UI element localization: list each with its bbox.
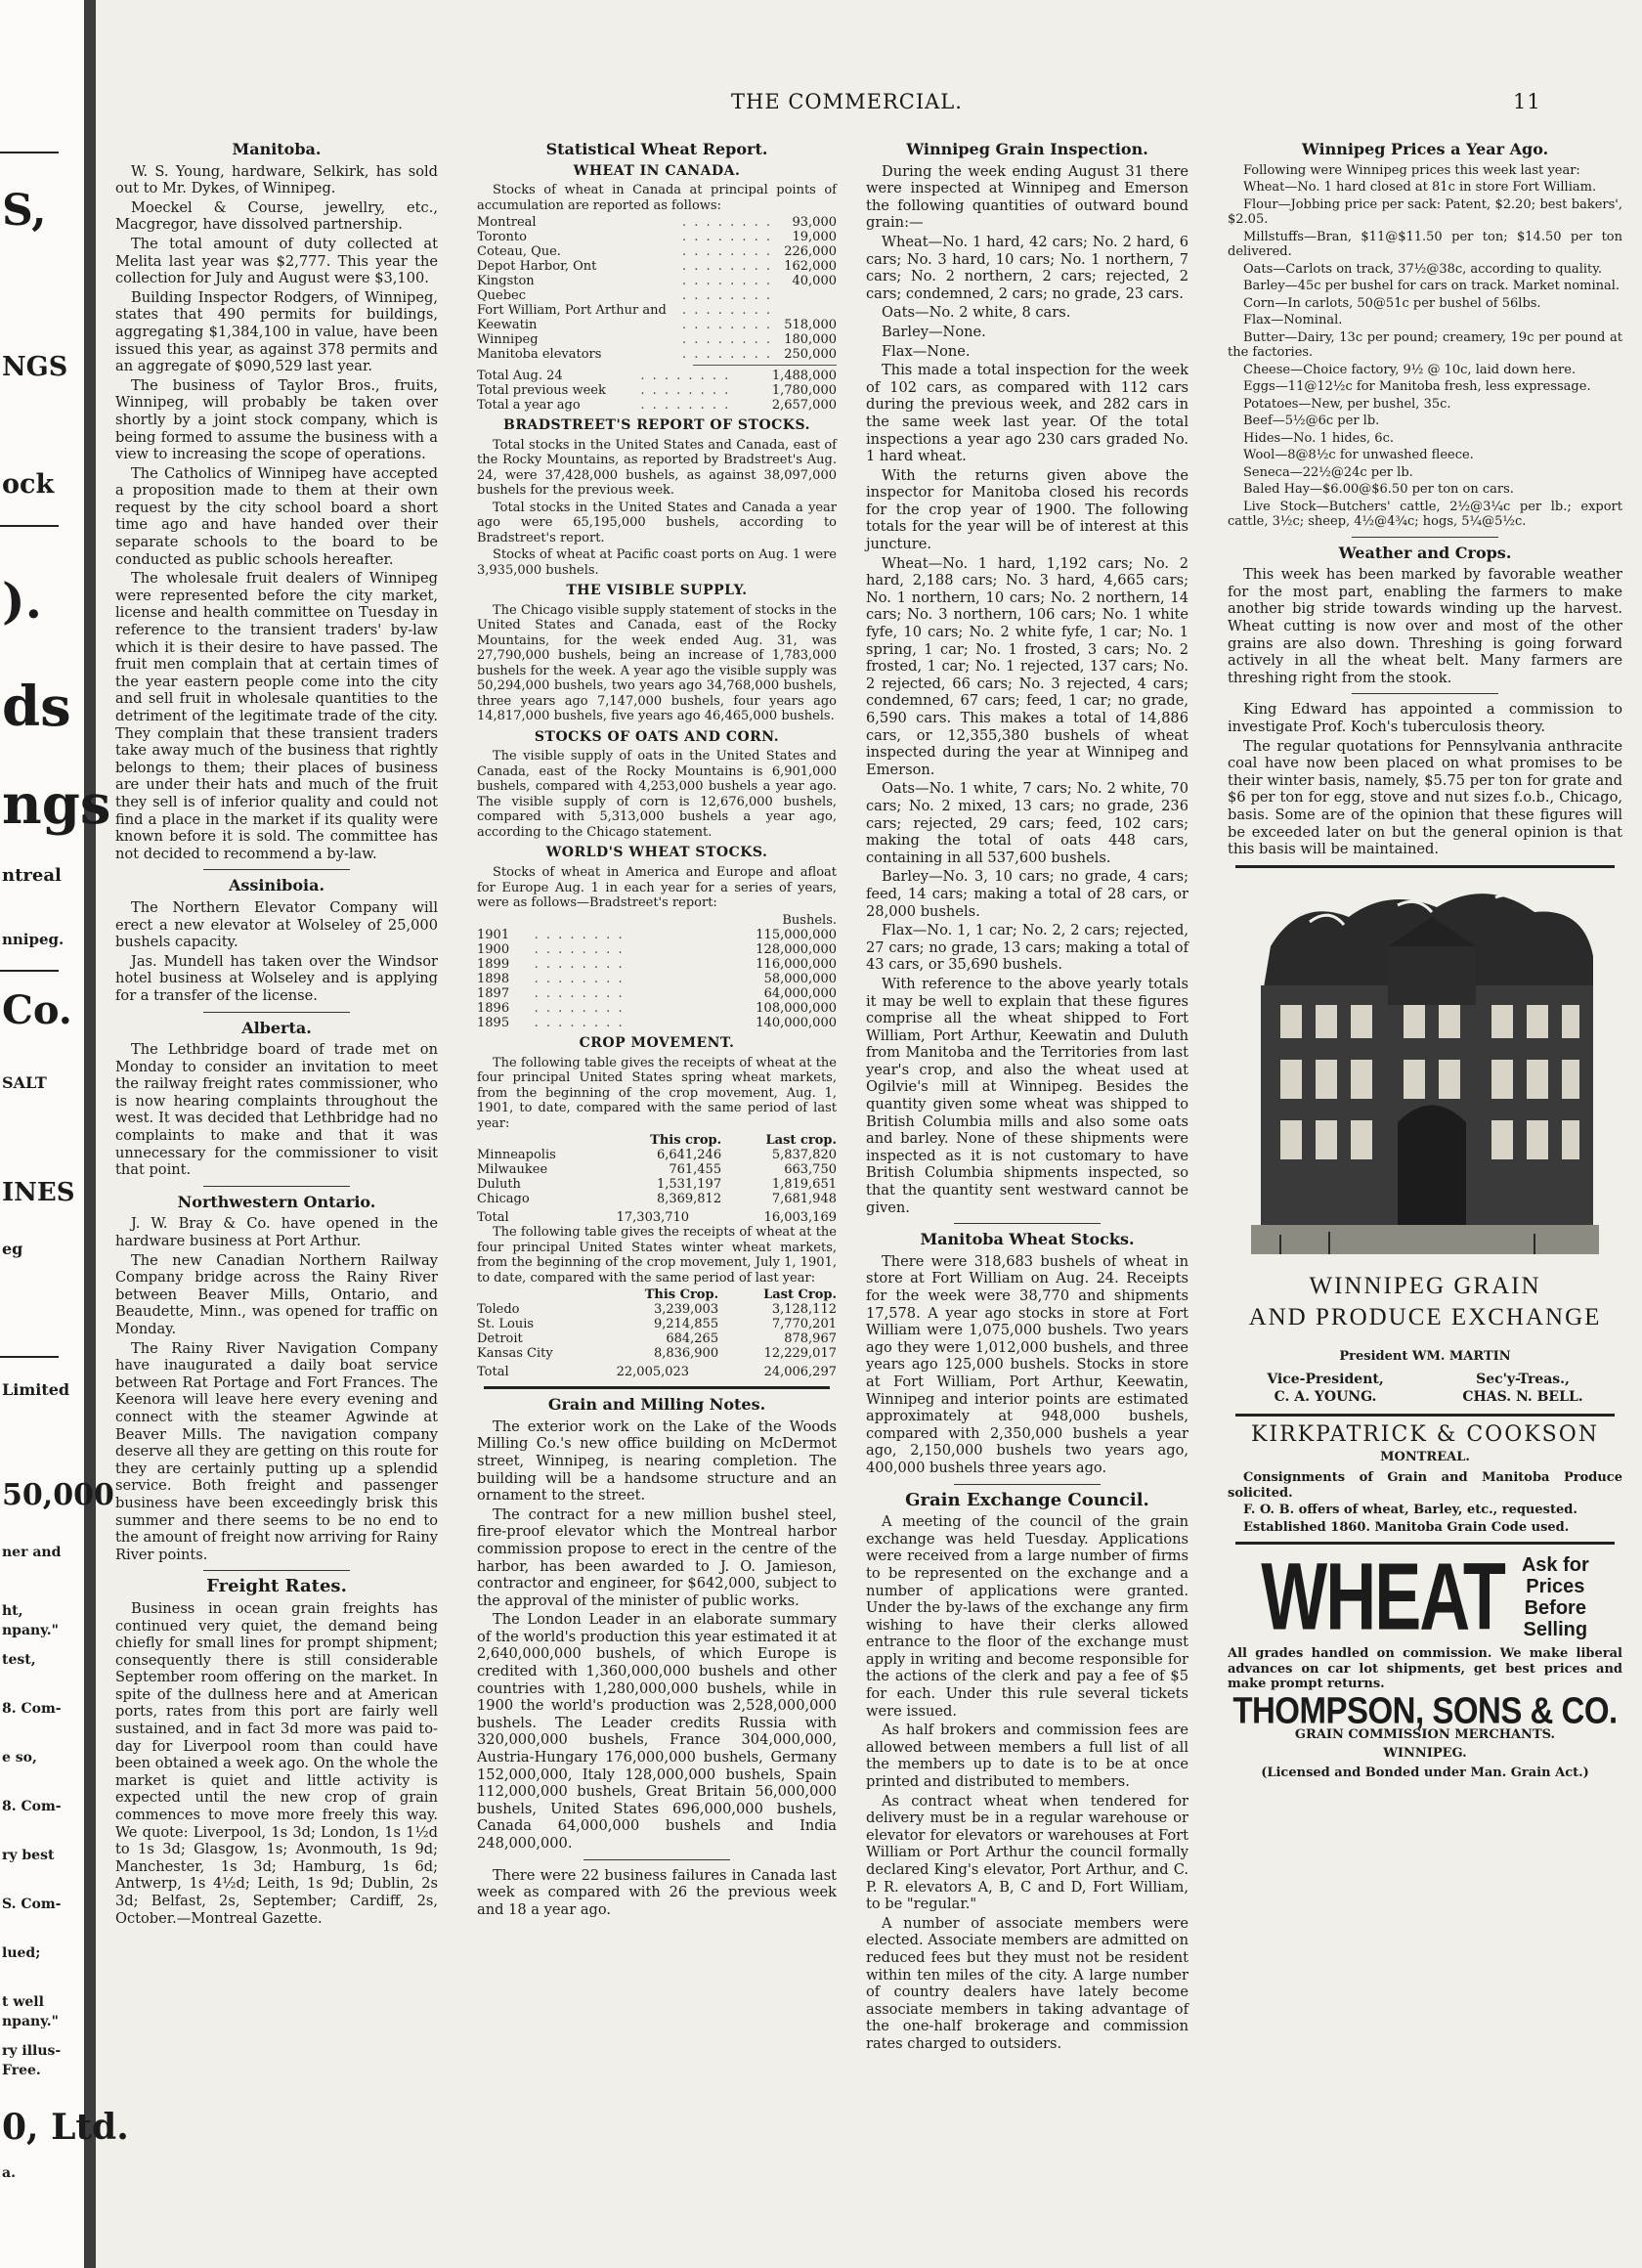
paragraph: The Chicago visible supply statement of stocks in the United States and Canada, east of the Rocky Mountains, for the week ended Aug. 31, was 27,790,000 bushels, being an increase of 1,783,000 bushels for the week. A year ago the visible supply was 50,294,000 bushels, two years ago 34,768,000 bushels, three years ago 7,147,000 bushels, four years ago 14,817,000 bushels, five years ago 46,465,000 bushels. — [477, 602, 837, 724]
kirkpatrick-city: MONTREAL. — [1380, 1449, 1470, 1464]
gutter-rule — [0, 970, 59, 972]
wheat-canada-row: Keewatin . . . . . . . . 518,000 — [477, 318, 837, 333]
section-divider — [203, 1012, 350, 1013]
last-crop-value: 12,229,017 — [763, 1346, 837, 1362]
winter-wheat-row — [477, 1302, 837, 1317]
winter-wheat-row — [477, 1317, 837, 1331]
row-value: 19,000 — [792, 230, 837, 245]
paragraph: Barley—None. — [882, 323, 986, 340]
manitoba-paragraphs — [115, 163, 438, 863]
world-stocks-table — [477, 928, 837, 1030]
council-paragraphs — [866, 1513, 1188, 2052]
row-label: Quebec — [477, 288, 527, 304]
gutter-text-fragment: t well — [2, 1994, 44, 2010]
wheat-canada-total-row: Total a year ago . . . . . . . . 2,657,000 — [477, 398, 837, 414]
subheading-bradstreet: BRADSTREET'S REPORT OF STOCKS. — [503, 417, 810, 434]
this-crop-value: 8,369,812 — [656, 1192, 722, 1207]
world-stocks-row: 1895 . . . . . . . . 140,000,000 — [477, 1016, 837, 1031]
world-stocks-row: 1901 . . . . . . . . 115,000,000 — [477, 928, 837, 943]
ask-line: Before — [1524, 1597, 1586, 1620]
row-label: Toledo — [477, 1302, 520, 1318]
col-head-this-crop: This crop. — [650, 1133, 722, 1149]
gutter-text-fragment: SALT — [2, 1073, 47, 1092]
gutter-text-fragment: S. Com- — [2, 1897, 62, 1912]
section-heading-stocks: Manitoba Wheat Stocks. — [920, 1230, 1135, 1249]
spring-wheat-total — [477, 1210, 837, 1225]
nw-ontario-paragraphs — [115, 1215, 438, 1563]
row-value: 93,000 — [792, 215, 837, 231]
wheat-canada-total-row: Total Aug. 24 . . . . . . . . 1,488,000 — [477, 369, 837, 384]
row-value: 58,000,000 — [763, 972, 837, 987]
subheading-oats: STOCKS OF OATS AND CORN. — [534, 728, 780, 745]
section-heading-alberta: Alberta. — [241, 1018, 312, 1037]
paragraph: The Lethbridge board of trade met on Monday to consider an invitation to meet the railway freight rates commissioner, who is now hearing complaints throughout the west. It was decided that Lethbridge had no complaints to make and that it was unnecessary for the commissioner to visit that point. — [115, 1041, 438, 1179]
exchange-title-line-2: AND PRODUCE EXCHANGE — [1248, 1303, 1602, 1330]
row-label: Toronto — [477, 230, 527, 245]
paragraph: Consignments of Grain and Manitoba Produce solicited. — [1228, 1470, 1622, 1501]
section-heading-manitoba: Manitoba. — [232, 140, 322, 158]
year-ago-prices — [1228, 163, 1622, 530]
gutter-text-fragment: Co. — [2, 987, 72, 1033]
winter-wheat-row — [477, 1331, 837, 1346]
this-crop-value: 3,239,003 — [653, 1302, 719, 1318]
paragraph: Eggs—11@12½c for Manitoba fresh, less expressage. — [1243, 379, 1591, 395]
paragraph: Wheat—No. 1 hard closed at 81c in store Fort William. — [1243, 180, 1597, 196]
row-value: 40,000 — [792, 274, 837, 289]
row-label: St. Louis — [477, 1317, 535, 1332]
wheat-canada-totals — [477, 369, 837, 413]
paragraph: Oats—Carlots on track, 37½@38c, according to quality. — [1243, 261, 1602, 277]
last-crop-value: 3,128,112 — [771, 1302, 837, 1318]
gutter-text-fragment: S, — [2, 186, 47, 236]
gutter-text-fragment: INES — [2, 1178, 75, 1207]
row-value: 2,657,000 — [771, 398, 837, 414]
row-value — [780, 303, 837, 318]
gutter-text-fragment: NGS — [2, 352, 68, 382]
gutter-text-fragment: a. — [2, 2165, 16, 2181]
gutter-text-fragment: 0, Ltd. — [2, 2107, 129, 2148]
winter-wheat-table — [477, 1287, 837, 1361]
thompson-body: All grades handled on commission. We make liberal advances on car lot shipments, get best prices and make prompt returns. — [1228, 1646, 1622, 1692]
gutter-text-fragment: npany." — [2, 1623, 59, 1638]
gutter-rule — [0, 152, 59, 153]
exchange-officers — [1228, 1372, 1622, 1406]
paragraph: As half brokers and commission fees are allowed between members a full list of all the members up to date is to be at once printed and distributed to members. — [866, 1722, 1188, 1791]
kirkpatrick-name: KIRKPATRICK & COOKSON — [1250, 1422, 1600, 1448]
row-label: Detroit — [477, 1331, 523, 1347]
row-value: 128,000,000 — [756, 942, 837, 958]
wheat-canada-row: Depot Harbor, Ont . . . . . . . . 162,000 — [477, 259, 837, 275]
row-label: Fort William, Port Arthur and — [477, 303, 667, 319]
section-divider — [203, 1570, 350, 1571]
paragraph: Beef—5½@6c per lb. — [1243, 414, 1380, 429]
paragraph: A meeting of the council of the grain exchange was held Tuesday. Applications were received from a large number of firms to be represented on the exchange and a number of applications were granted. Under the by-laws of the exchange any firm wishing to have their clerks allowed entrance to the floor of the exchange must apply in writing and become responsible for the actions of the clerk and pay a fee of $5 for each. Under this rule several tickets were issued. — [866, 1513, 1188, 1720]
col-head-last-crop: Last Crop. — [763, 1287, 837, 1303]
section-divider — [1352, 537, 1498, 538]
paragraph: Oats—No. 1 white, 7 cars; No. 2 white, 70 cars; No. 2 mixed, 13 cars; no grade, 236 cars; rejected, 29 cars; feed, 102 cars; making the total of oats 448 cars, containing in all 537,600 bushels. — [866, 780, 1188, 866]
row-label: Depot Harbor, Ont — [477, 259, 597, 275]
winter-wheat-row — [477, 1346, 837, 1361]
gutter-text-fragment: ). — [2, 572, 43, 630]
row-label: 1901 — [477, 928, 510, 943]
spring-wheat-row — [477, 1162, 837, 1177]
exchange-title-line-1: WINNIPEG GRAIN — [1309, 1272, 1541, 1299]
this-crop-value: 8,836,900 — [653, 1346, 719, 1362]
last-crop-value: 1,819,651 — [771, 1177, 837, 1193]
this-crop-value: 1,531,197 — [656, 1177, 722, 1193]
vice-president-name: C. A. YOUNG. — [1274, 1388, 1377, 1405]
section-heading-year-ago: Winnipeg Prices a Year Ago. — [1301, 140, 1549, 158]
last-crop-value: 24,006,297 — [763, 1365, 837, 1380]
anthracite-note: The regular quotations for Pennsylvania anthracite coal have now been placed on what promises to be their winter basis, namely, $5.75 per ton for grate and $6 per ton for egg, stove and nut sizes f.o.b., Chicago, basis. Some are of the opinion that these figures will be exceeded later on but the general opinion is that this basis will be maintained. — [1228, 737, 1622, 858]
milling-paragraphs — [477, 1418, 837, 1853]
paragraph: Total stocks in the United States and Canada, east of the Rocky Mountains, as reported by Bradstreet's Aug. 24, were 37,428,000 bushels, as against 38,097,000 bushels for the previous week. — [477, 437, 837, 499]
world-stocks-row: 1898 . . . . . . . . 58,000,000 — [477, 972, 837, 987]
row-value: 226,000 — [784, 244, 837, 260]
wheat-canada-row: Manitoba elevators . . . . . . . . 250,000 — [477, 347, 837, 363]
row-value — [780, 288, 837, 303]
wheat-canada-intro: Stocks of wheat in Canada at principal points of accumulation are reported as follows: — [477, 183, 837, 213]
paragraph: Live Stock—Butchers' cattle, 2½@3¼c per lb.; export cattle, 3½c; sheep, 4½@4¾c; hogs, 5¼@5½c. — [1228, 499, 1622, 530]
wheat-canada-row: Kingston . . . . . . . . 40,000 — [477, 274, 837, 289]
spring-wheat-table — [477, 1133, 837, 1206]
row-label: Duluth — [477, 1177, 521, 1193]
paragraph: Millstuffs—Bran, $11@$11.50 per ton; $14.50 per ton delivered. — [1228, 229, 1622, 260]
section-heading-freight: Freight Rates. — [206, 1576, 347, 1597]
gutter-text-fragment: ds — [2, 675, 71, 739]
assiniboia-paragraphs — [115, 899, 438, 1005]
paragraph: Barley—No. 3, 10 cars; no grade, 4 cars; feed, 14 cars; making a total of 28 cars, or 28,000 bushels. — [866, 868, 1188, 920]
paragraph: During the week ending August 31 there were inspected at Winnipeg and Emerson the following quantities of outward bound grain:— — [866, 162, 1188, 232]
paragraph: Corn—In carlots, 50@51c per bushel of 56lbs. — [1243, 295, 1541, 311]
paragraph: Flax—None. — [882, 342, 971, 360]
spring-wheat-row — [477, 1148, 837, 1162]
paragraph: The contract for a new million bushel steel, fire-proof elevator which the Montreal harbor commission propose to erect in the centre of the harbor, has been awarded to J. O. Jamieson, contractor and engineer, for $642,000, subject to the approval of the minister of public works. — [477, 1505, 837, 1609]
this-crop-value: 9,214,855 — [653, 1317, 719, 1332]
oats-paragraphs — [477, 749, 837, 840]
this-crop-value: 6,641,246 — [656, 1148, 722, 1163]
section-divider — [583, 1859, 730, 1860]
exchange-president: President WM. MARTIN — [1339, 1348, 1511, 1364]
ask-line: Ask for — [1521, 1554, 1589, 1577]
paragraph: There were 318,683 bushels of wheat in store at Fort William on Aug. 24. Receipts for the week were 38,770 and shipments 17,578. A year ago stocks in store at Fort William were 1,075,000 bushels. Two years ago they were 1,012,000 bushels, and three years ago 125,000 bushels. Stocks in store at Fort William, Port Arthur, Keewatin, Winnipeg and interior points are estimated approximately at 948,000 bushels, compared with 2,350,000 bushels a year ago, 2,150,000 bushels two years ago, 400,000 bushels three years ago. — [866, 1252, 1188, 1476]
paragraph: Total stocks in the United States and Canada a year ago were 65,195,000 bushels, according to Bradstreet's report. — [477, 500, 837, 545]
thompson-name: THOMPSON, SONS & CO. — [1232, 1689, 1618, 1731]
ask-line: Selling — [1523, 1619, 1588, 1641]
this-crop-value: 22,005,023 — [616, 1365, 690, 1380]
thompson-licence: (Licensed and Bonded under Man. Grain Act.) — [1261, 1765, 1589, 1780]
row-value: 140,000,000 — [756, 1016, 837, 1031]
world-stocks-row: 1897 . . . . . . . . 64,000,000 — [477, 986, 837, 1002]
row-value: 250,000 — [784, 347, 837, 363]
row-label: Minneapolis — [477, 1148, 556, 1163]
paragraph: The Rainy River Navigation Company have inaugurated a daily boat service between Rat Portage and Fort Frances. The Keenora will leave here every evening and connect with the steamer Agwinde at Beaver Mills. The navigation company deserve all they are getting on this route for they are certainly putting up a splendid service. Both freight and passenger business have been exceedingly brisk this summer and there seems to be no end to the amount of freight now arriving for Rainy River points. — [115, 1339, 438, 1563]
last-crop-value: 16,003,169 — [763, 1210, 837, 1226]
gutter-text-fragment: ngs — [2, 772, 111, 837]
gutter-text-fragment: Free. — [2, 2063, 41, 2078]
row-value: 108,000,000 — [756, 1001, 837, 1017]
paragraph: Following were Winnipeg prices this week last year: — [1243, 162, 1580, 178]
paragraph: Moeckel & Course, jewellry, etc., Macgregor, have dissolved partnership. — [115, 198, 438, 234]
paragraph: The visible supply of oats in the United States and Canada, east of the Rocky Mountains is 6,901,000 bushels, compared with 4,253,000 bushels a year ago. The visible supply of corn is 12,676,000 bushels, compared with 5,313,000 bushels a year ago, according to the Chicago statement. — [477, 749, 837, 840]
last-crop-value: 7,681,948 — [771, 1192, 837, 1207]
paragraph: A number of associate members were elected. Associate members are admitted on reduced fees but they must not be resident within ten miles of the city. A large number of country dealers have lately become associate members in taking advantage of the one-half brokerage and commission rates charged to outsiders. — [866, 1914, 1188, 2052]
paragraph: Wool—8@8½c for unwashed fleece. — [1243, 448, 1474, 463]
gutter-text-fragment: nnipeg. — [2, 931, 65, 948]
gutter-text-fragment: ry illus- — [2, 2043, 62, 2059]
row-value: 162,000 — [784, 259, 837, 275]
paragraph: This made a total inspection for the week of 102 cars, as compared with 112 cars during the previous week, and 282 cars in the same week last year. Of the total inspections a year ago 230 cars graded No. 1 hard wheat. — [866, 362, 1188, 465]
paragraph: With the returns given above the inspector for Manitoba closed his records for the crop year of 1900. The following totals for the year will be of interest at this juncture. — [866, 466, 1188, 553]
column-4 — [1228, 137, 1622, 1780]
paragraph: Building Inspector Rodgers, of Winnipeg, states that 490 permits for buildings, aggregating $1,384,100 in value, have been issued this year, as against 378 permits and an aggregate of $090,529 last year. — [115, 288, 438, 375]
section-divider — [1352, 693, 1498, 694]
gutter-text-fragment: 8. Com- — [2, 1799, 62, 1814]
paragraph: The exterior work on the Lake of the Woods Milling Co.'s new office building on McDermot street, Winnipeg, is nearing completion. The building will be a handsome structure and an ornament to the street. — [477, 1418, 837, 1505]
gutter-text-fragment: ock — [2, 469, 55, 500]
row-label: 1898 — [477, 972, 510, 987]
gutter-rule — [0, 1356, 59, 1358]
row-label: 1899 — [477, 957, 510, 973]
spring-wheat-row — [477, 1192, 837, 1206]
world-intro: Stocks of wheat in America and Europe and afloat for Europe Aug. 1 in each year for a series of years, were as follows—Bradstreet's report: — [477, 865, 837, 911]
row-value: 1,780,000 — [771, 383, 837, 399]
paragraph: This week has been marked by favorable weather for the most part, enabling the farmers to make another big stride towards winding up the harvest. Wheat cutting is now over and most of the other grains are also down. Threshing is going forward actively in all the wheat belt. Many farmers are threshing right from the stook. — [1228, 566, 1622, 686]
gutter-text-fragment: npany." — [2, 2014, 59, 2029]
paragraph: With reference to the above yearly totals it may be well to explain that these figures comprise all the wheat shipped to Fort William, Port Arthur, Keewatin and Duluth from Manitoba and the Territories from last year's crop, and also the wheat used at Ogilvie's mill at Winnipeg. Besides the quantity given some wheat was shipped to British Columbia mills and also some oats and barley. None of these shipments were inspected as it is not customary to have British Columbia shipments inspected, so that the quantity sent westward cannot be given. — [866, 975, 1188, 1216]
row-label: Coteau, Que. — [477, 244, 561, 260]
row-label: Montreal — [477, 215, 537, 231]
gutter-text-fragment: ry best — [2, 1848, 55, 1863]
ask-line: Prices — [1526, 1576, 1585, 1598]
subheading-crop: CROP MOVEMENT. — [579, 1035, 735, 1052]
row-value: 1,488,000 — [771, 369, 837, 384]
section-heading-council: Grain Exchange Council. — [905, 1489, 1149, 1510]
secretary-name: CHAS. N. BELL. — [1462, 1388, 1583, 1405]
this-crop-value: 761,455 — [669, 1162, 722, 1178]
last-crop-value: 663,750 — [784, 1162, 837, 1178]
grain-exchange-building-illustration — [1241, 878, 1609, 1259]
paragraph: Wheat—No. 1 hard, 1,192 cars; No. 2 hard, 2,188 cars; No. 3 hard, 4,665 cars; No. 1 northern, 10 cars; No. 2 northern, 14 cars; No. 3 northern, 106 cars; No. 1 white fyfe, 10 cars; No. 2 white fyfe, 1 car; No. 1 spring, 1 car; No. 1 frosted, 3 cars; No. 2 frosted, 1 car; No. 1 rejected, 137 cars; No. 2 rejected, 66 cars; No. 3 rejected, 4 cars; condemned, 67 cars; feed, 1 car; no grade, 6,590 cars. This makes a total of 14,886 cars, or 12,355,380 bushels of wheat inspected during the year at Winnipeg and Emerson. — [866, 554, 1188, 778]
row-label: Kansas City — [477, 1346, 553, 1362]
gutter-text-fragment: 8. Com- — [2, 1701, 62, 1717]
paragraph: Potatoes—New, per bushel, 35c. — [1243, 396, 1451, 412]
wheat-canada-table — [477, 215, 837, 362]
section-heading-statistical: Statistical Wheat Report. — [545, 140, 768, 158]
paragraph: The London Leader in an elaborate summary of the world's production this year estimated it at 2,640,000,000 bushels, of which Europe is credited with 1,360,000,000 bushels and other countries with 1,280,000,000 bushels, while in 1900 the world's production was 2,528,000,000 bushels. The Leader credits Russia with 320,000,000 bushels, France 304,000,000, Austria-Hungary 176,000,000 bushels, Germany 152,000,000, Italy 128,000,000 bushels, Spain 112,000,000 bushels, Great Britain 56,000,000 bushels, United States 696,000,000 bushels, Canada 64,000,000 bushels and India 248,000,000. — [477, 1611, 837, 1852]
section-divider — [954, 1223, 1101, 1224]
gutter-text-fragment: Limited — [2, 1380, 70, 1399]
wheat-canada-row: Toronto . . . . . . . . 19,000 — [477, 230, 837, 245]
row-label: Winnipeg — [477, 332, 539, 348]
paragraph: Jas. Mundell has taken over the Windsor hotel business at Wolseley and is applying for a transfer of the license. — [115, 952, 438, 1004]
row-value: 64,000,000 — [763, 986, 837, 1002]
spring-wheat-row — [477, 1177, 837, 1192]
spring-wheat-total-row — [477, 1210, 837, 1225]
wheat-canada-row: Montreal . . . . . . . . 93,000 — [477, 215, 837, 231]
paragraph: The Catholics of Winnipeg have accepted a proposition made to them at their own request by the city school board a short time ago and have handed over their separate schools to the board to be conducted as public schools hereafter. — [115, 464, 438, 568]
column-2 — [477, 137, 837, 1920]
paragraph: Flax—Nominal. — [1243, 313, 1343, 328]
world-stocks-row: 1900 . . . . . . . . 128,000,000 — [477, 942, 837, 958]
kirkpatrick-lines — [1228, 1470, 1622, 1535]
gutter-text-fragment: lued; — [2, 1945, 41, 1961]
wheat-canada-row: Coteau, Que. . . . . . . . . 226,000 — [477, 244, 837, 260]
world-stocks-row: 1896 . . . . . . . . 108,000,000 — [477, 1001, 837, 1017]
paragraph: Butter—Dairy, 13c per pound; creamery, 19c per pound at the factories. — [1228, 329, 1622, 361]
gutter-text-fragment: ntreal — [2, 865, 62, 886]
thompson-city: WINNIPEG. — [1383, 1746, 1467, 1762]
row-label: Keewatin — [477, 318, 538, 333]
secretary-label: Sec'y-Treas., — [1476, 1372, 1570, 1388]
gutter-text-fragment: ht, — [2, 1603, 23, 1619]
paragraph: Wheat—No. 1 hard, 42 cars; No. 2 hard, 6 cars; No. 3 hard, 10 cars; No. 1 northern, 7 cars; No. 2 northern, 2 cars; rejected, 2 cars; condemned, 2 cars; no grade, 23 cars. — [866, 233, 1188, 302]
column-1 — [115, 137, 438, 1929]
gutter-text-fragment: e so, — [2, 1750, 37, 1766]
paragraph: Flax—No. 1, 1 car; No. 2, 2 cars; rejected, 27 cars; no grade, 13 cars; making a total of 43 cars, or 35,690 bushels. — [866, 922, 1188, 974]
inspection-paragraphs — [866, 163, 1188, 1217]
row-value: 116,000,000 — [756, 957, 837, 973]
wheat-ad-banner — [1228, 1545, 1622, 1651]
this-crop-value: 684,265 — [666, 1331, 719, 1347]
section-divider — [203, 1186, 350, 1187]
section-heading-assiniboia: Assiniboia. — [228, 876, 325, 895]
paragraph: Oats—No. 2 white, 8 cars. — [882, 304, 1071, 322]
row-label: Milwaukee — [477, 1162, 548, 1178]
last-crop-value: 878,967 — [784, 1331, 837, 1347]
row-label: Total — [477, 1210, 509, 1226]
winter-wheat-total-row — [477, 1365, 837, 1379]
failures-note: There were 22 business failures in Canada last week as compared with 26 the previous week and 18 a year ago. — [477, 1866, 837, 1918]
ask-for-prices — [1522, 1554, 1589, 1640]
row-label: 1900 — [477, 942, 510, 958]
column-3 — [866, 137, 1188, 2055]
world-unit: Bushels. — [782, 912, 837, 928]
section-heading-inspection: Winnipeg Grain Inspection. — [906, 140, 1148, 158]
koch-note: King Edward has appointed a commission to investigate Prof. Koch's tuberculosis theory. — [1228, 701, 1622, 735]
vice-president-label: Vice-President, — [1267, 1372, 1384, 1388]
paragraph: Established 1860. Manitoba Grain Code used. — [1243, 1519, 1570, 1535]
last-crop-value: 5,837,820 — [771, 1148, 837, 1163]
wheat-canada-row: Quebec . . . . . . . . — [477, 288, 837, 303]
visible-paragraphs — [477, 603, 837, 724]
paragraph: Barley—45c per bushel for cars on track. Market nominal. — [1243, 279, 1620, 294]
row-label: Total Aug. 24 — [477, 369, 563, 384]
paragraph: Stocks of wheat at Pacific coast ports on Aug. 1 were 3,935,000 bushels. — [477, 547, 837, 578]
paragraph: J. W. Bray & Co. have opened in the hardware business at Port Arthur. — [115, 1215, 438, 1250]
row-value: 180,000 — [784, 332, 837, 348]
previous-page-edge — [0, 0, 129, 2268]
paragraph: The wholesale fruit dealers of Winnipeg were represented before the city market, license and health committee on Tuesday in reference to the transient traders' by-law which it is their desire to have passed. The fruit men complain that at certain times of the year eastern people come into the city and sell fruit in wholesale quantities to the detriment of the legitimate trade of the city. They complain that these transient traders take away much of the business that rightly belongs to them; their places of business are under their hats and much of the fruit they sell is of inferior quality and could not find a place in the market if its quality were known before it is sold. The committee has not decided to recommend a by-law. — [115, 570, 438, 862]
wheat-wordmark: WHEAT — [1261, 1545, 1504, 1651]
crop-intro-1: The following table gives the receipts of wheat at the four principal United States spring wheat markets, from the beginning of the crop movement, Aug. 1, 1901, to date, compared with the same period of last year: — [477, 1055, 837, 1131]
freight-paragraphs — [115, 1600, 438, 1927]
paragraph: Hides—No. 1 hides, 6c. — [1243, 430, 1394, 446]
row-label: Total — [477, 1365, 509, 1380]
wheat-canada-row: Fort William, Port Arthur and . . . . . . . . — [477, 303, 837, 318]
col-head-this-crop: This Crop. — [644, 1287, 719, 1303]
paragraph: The total amount of duty collected at Melita last year was $2,777. This year the collection for July and August were $3,100. — [115, 235, 438, 287]
section-heading-milling: Grain and Milling Notes. — [547, 1395, 766, 1415]
row-label: Chicago — [477, 1192, 530, 1207]
row-label: 1895 — [477, 1016, 510, 1031]
row-label: 1897 — [477, 986, 510, 1002]
section-divider — [1235, 865, 1615, 868]
subheading-wheat-canada: WHEAT IN CANADA. — [573, 162, 741, 179]
page-number: 11 — [1513, 90, 1541, 113]
paragraph: Cheese—Choice factory, 9½ @ 10c, laid down here. — [1243, 362, 1577, 377]
row-label: 1896 — [477, 1001, 510, 1017]
stocks-paragraphs — [866, 1253, 1188, 1477]
paragraph: Business in ocean grain freights has continued very quiet, the demand being chiefly for small lines for prompt shipment; consequently there is still considerable September room offering on the market. In spite of the dullness here and at American ports, rates from this port are fairly well sustained, and in fact 3d more was paid to-day for Liverpool room than could have been obtained a week ago. On the whole the market is quiet and little activity is expected until the new crop of grain commences to move more freely this way. We quote: Liverpool, 1s 3d; London, 1s 1½d to 1s 3d; Glasgow, 1s; Avonmouth, 1s 9d; Manchester, 1s 3d; Hamburg, 1s 6d; Antwerp, 1s 4½d; Leith, 1s 9d; Dublin, 2s 3d; Belfast, 2s, September; Cardiff, 2s, October.—Montreal Gazette. — [115, 1599, 438, 1927]
paragraph: The business of Taylor Bros., fruits, Winnipeg, will probably be taken over shortly by a joint stock company, which is being formed to assume the business with a view to increasing the scope of operations. — [115, 376, 438, 463]
section-divider — [203, 869, 350, 870]
gutter-text-fragment: ner and — [2, 1545, 62, 1560]
gutter-text-fragment: test, — [2, 1652, 36, 1668]
wheat-canada-row: Winnipeg . . . . . . . . 180,000 — [477, 332, 837, 348]
paragraph: As contract wheat when tendered for delivery must be in a regular warehouse or elevator for elevators or warehouses at Fort William or Port Arthur the council formally declared King's elevator, Port Arthur, and C. P. R. elevators A, B, C and D, Fort William, to be "regular." — [866, 1792, 1188, 1913]
crop-intro-2: The following table gives the receipts of wheat at the four principal United States winter wheat markets, from the beginning of the crop movement, July 1, 1901, to date, compared with the same period of last year: — [477, 1225, 837, 1286]
paragraph: The new Canadian Northern Railway Company bridge across the Rainy River between Beaver Mills, Ontario, and Beaudette, Minn., was opened for traffic on Monday. — [115, 1251, 438, 1337]
paragraph: Seneca—22½@24c per lb. — [1243, 464, 1413, 480]
section-divider — [484, 1386, 829, 1389]
weather-paragraphs — [1228, 566, 1622, 686]
col-head-last-crop: Last crop. — [765, 1133, 837, 1149]
row-value: 115,000,000 — [756, 928, 837, 943]
paragraph: Flour—Jobbing price per sack: Patent, $2.20; best bakers', $2.05. — [1228, 196, 1622, 228]
alberta-paragraphs — [115, 1041, 438, 1179]
section-heading-weather: Weather and Crops. — [1338, 543, 1512, 562]
row-label: Total a year ago — [477, 398, 581, 414]
gutter-rule — [0, 525, 59, 527]
running-head: THE COMMERCIAL. — [731, 90, 963, 113]
bradstreet-paragraphs — [477, 438, 837, 579]
gutter-text-fragment: eg — [2, 1240, 23, 1258]
last-crop-value: 7,770,201 — [771, 1317, 837, 1332]
subheading-visible: THE VISIBLE SUPPLY. — [566, 583, 748, 599]
row-label: Kingston — [477, 274, 535, 289]
paragraph: The Northern Elevator Company will erect a new elevator at Wolseley of 25,000 bushels capacity. — [115, 898, 438, 951]
section-divider — [954, 1484, 1101, 1485]
gutter-text-fragment: 50,000 — [2, 1478, 114, 1512]
this-crop-value: 17,303,710 — [616, 1210, 690, 1226]
winter-wheat-total — [477, 1365, 837, 1379]
paragraph: Baled Hay—$6.00@$6.50 per ton on cars. — [1243, 482, 1514, 498]
row-value: 518,000 — [784, 318, 837, 333]
subheading-world: WORLD'S WHEAT STOCKS. — [545, 845, 768, 861]
thompson-tagline: GRAIN COMMISSION MERCHANTS. — [1294, 1726, 1556, 1742]
row-label: Manitoba elevators — [477, 347, 602, 363]
row-label: Total previous week — [477, 383, 606, 399]
wheat-canada-total-row: Total previous week . . . . . . . . 1,780,000 — [477, 383, 837, 399]
world-stocks-row: 1899 . . . . . . . . 116,000,000 — [477, 957, 837, 973]
paragraph: W. S. Young, hardware, Selkirk, has sold out to Mr. Dykes, of Winnipeg. — [115, 162, 438, 197]
paragraph: F. O. B. offers of wheat, Barley, etc., requested. — [1243, 1503, 1577, 1518]
ad-divider — [1235, 1414, 1615, 1417]
section-heading-nw-ontario: Northwestern Ontario. — [177, 1192, 376, 1211]
